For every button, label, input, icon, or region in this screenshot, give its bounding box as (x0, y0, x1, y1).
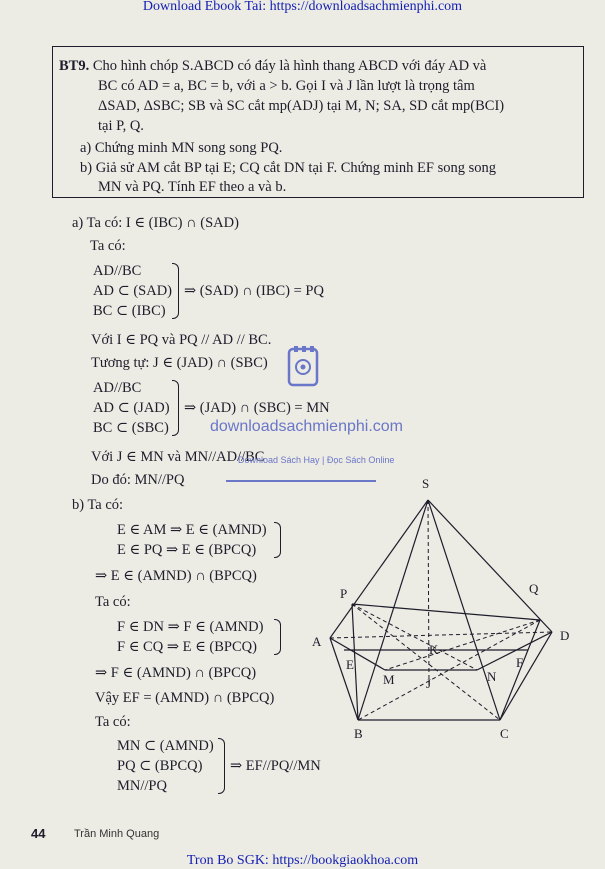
sys4-line-2: F ∈ CQ ⇒ E ∈ (BPCQ) (117, 639, 257, 655)
sys5-line-2: PQ ⊂ (BPCQ) (117, 758, 203, 774)
author-name: Trần Minh Quang (74, 828, 160, 840)
solution-with-i: Với I ∈ PQ và PQ // AD // BC. (91, 332, 272, 348)
problem-part-b-2: MN và PQ. Tính EF theo a và b. (98, 179, 287, 195)
edge-PC-hidden (352, 604, 500, 720)
solution-ta-co-1: Ta có: (90, 238, 126, 254)
pyramid-figure (300, 470, 590, 745)
solution-b-intro: b) Ta có: (72, 497, 124, 513)
page-number: 44 (31, 826, 46, 841)
sys3-result: ⇒ E ∈ (AMND) ∩ (BPCQ) (95, 568, 257, 584)
watermark-book-icon (285, 345, 323, 389)
edge-PN-hidden (352, 604, 477, 670)
label-J: J (426, 676, 432, 691)
sys3-brace (274, 522, 281, 558)
label-A: A (312, 634, 322, 649)
sys1-brace (172, 263, 179, 319)
sys4-result: ⇒ F ∈ (AMND) ∩ (BPCQ) (95, 665, 257, 681)
solution-ta-co-2: Ta có: (95, 594, 131, 610)
solution-therefore: Do đó: MN//PQ (91, 472, 185, 488)
edge-AM (330, 638, 385, 670)
sys5-brace (218, 738, 225, 794)
edge-SA (330, 500, 428, 638)
solution-conclusion: Vậy EF = (AMND) ∩ (BPCQ) (95, 690, 275, 706)
sys5-line-3: MN//PQ (117, 778, 167, 794)
hidden-edges (330, 500, 552, 720)
edge-AD-hidden (330, 632, 552, 638)
problem-line-3: ΔSAD, ΔSBC; SB và SC cắt mp(ADJ) tại M, N; SA, SD cắt mp(BCI) (98, 98, 505, 114)
footer-sgk-link[interactable]: Tron Bo SGK: https://bookgiaokhoa.com (186, 853, 419, 868)
pyramid-edges (330, 500, 552, 720)
solution-similar: Tương tự: J ∈ (JAD) ∩ (SBC) (91, 355, 268, 371)
watermark-site: downloadsachmienphi.com (210, 418, 403, 435)
problem-part-a: a) Chứng minh MN song song PQ. (80, 140, 283, 156)
problem-line-1 (59, 57, 486, 75)
label-F: F (516, 655, 524, 670)
header-download-link[interactable]: Download Ebook Tai: https://downloadsachmienphi.com (142, 0, 463, 14)
edge-SC (428, 500, 500, 720)
sys3-line-1: E ∈ AM ⇒ E ∈ (AMND) (117, 522, 267, 538)
solution-a-intro: a) Ta có: I ∈ (IBC) ∩ (SAD) (72, 215, 239, 231)
edge-SJ-hidden (428, 500, 429, 685)
label-D: D (560, 628, 570, 643)
sys2-line-2: AD ⊂ (JAD) (93, 400, 170, 416)
edge-CQ (500, 620, 540, 720)
sys2-brace (172, 380, 179, 436)
problem-label: BT9. (59, 58, 90, 74)
label-C: C (500, 726, 509, 741)
problem-text-1: Cho hình chóp S.ABCD có đáy là hình thang ABCD với đáy AD và (92, 58, 487, 74)
label-N: N (487, 669, 497, 684)
sys1-line-1: AD//BC (93, 263, 142, 279)
solution-ta-co-3: Ta có: (95, 714, 131, 730)
label-S: S (422, 476, 430, 491)
sys1-line-2: AD ⊂ (SAD) (93, 283, 173, 299)
sys3-line-2: E ∈ PQ ⇒ E ∈ (BPCQ) (117, 542, 257, 558)
sys1-line-3: BC ⊂ (IBC) (93, 303, 166, 319)
sys4-line-1: F ∈ DN ⇒ F ∈ (AMND) (117, 619, 264, 635)
label-P: P (340, 586, 348, 601)
sys2-line-1: AD//BC (93, 380, 142, 396)
solution-with-j: Với J ∈ MN và MN//AD//BC (91, 449, 265, 465)
edge-PQ (352, 604, 540, 620)
sys2-result: ⇒ (JAD) ∩ (SBC) = MN (184, 400, 330, 416)
problem-box (52, 46, 584, 198)
label-B: B (354, 726, 363, 741)
sys1-result: ⇒ (SAD) ∩ (IBC) = PQ (184, 283, 324, 299)
sys4-brace (274, 619, 281, 655)
label-Q: Q (529, 581, 539, 596)
problem-line-4: tại P, Q. (98, 118, 144, 134)
problem-line-2: BC có AD = a, BC = b, với a > b. Gọi I và J lần lượt là trọng tâm (98, 78, 475, 94)
label-K: K (429, 642, 439, 657)
watermark-tagline: Download Sách Hay | Đọc Sách Online (238, 455, 395, 465)
sys5-result: ⇒ EF//PQ//MN (230, 758, 321, 774)
problem-part-b-1: b) Giả sử AM cắt BP tại E; CQ cắt DN tại F. Chứng minh EF song song (80, 160, 496, 176)
sys5-line-1: MN ⊂ (AMND) (117, 738, 214, 754)
label-E: E (346, 657, 354, 672)
label-M: M (383, 672, 395, 687)
sys2-line-3: BC ⊂ (SBC) (93, 420, 169, 436)
